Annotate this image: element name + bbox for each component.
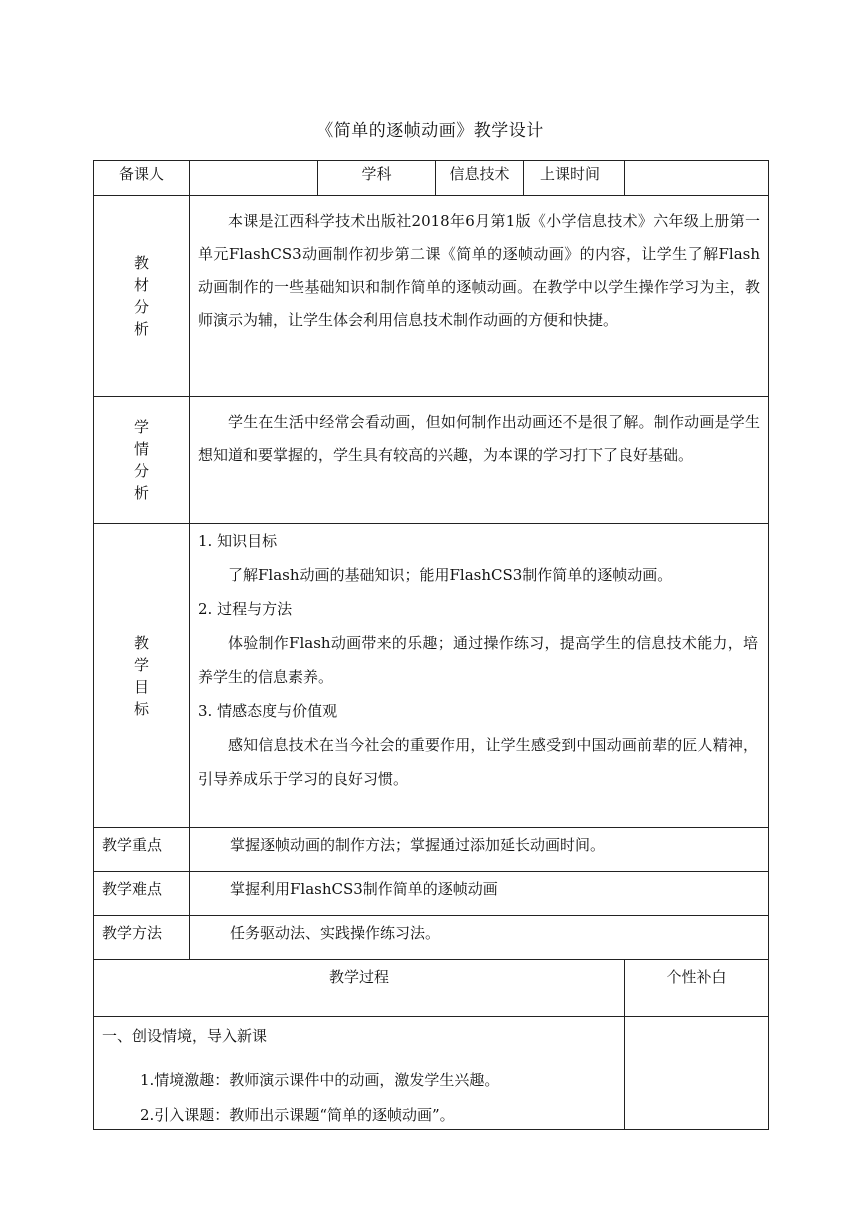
teaching-goals-list [190,524,768,796]
student-analysis-text: 学生在生活中经常会看动画，但如何制作出动画还不是很了解。制作动画是学生想知道和要掌握的，学生具有较高的兴趣，为本课的学习打下了良好基础。 [198,413,760,464]
subject-label-cell [318,161,436,196]
class-time-label: 上课时间 [540,165,601,183]
time-label-cell [524,161,625,196]
lesson-plan-table [93,160,769,1130]
material-analysis-label-cell [94,196,190,397]
process-label-cell [94,960,625,1017]
process-label: 教学过程 [328,968,389,986]
key-points-value: 掌握逐帧动画的制作方法；掌握通过添加延长动画时间。 [230,836,606,854]
difficulties-value-cell [190,872,769,916]
goal-attitude-text: 感知信息技术在当今社会的重要作用，让学生感受到中国动画前辈的匠人精神，引导养成乐于学习的良好习惯。 [198,736,758,788]
student-analysis-row [94,397,769,524]
difficulties-row [94,872,769,916]
material-analysis-text: 本课是江西科学技术出版社2018年6月第1版《小学信息技术》六年级上册第一单元FlashCS3动画制作初步第二课《简单的逐帧动画》的内容，让学生了解Flash动画制作的一些基础知识和制作简单的逐帧动画。在教学中以学生操作学习为主，教师演示为辅，让学生体会利用信息技术制作动画的方便和快捷。 [198,212,760,329]
material-analysis-row [94,196,769,397]
process-step-content [94,1017,624,1128]
difficulties-label-cell [94,872,190,916]
teaching-goals-label-cell [94,524,190,828]
key-points-label: 教学重点 [102,836,163,854]
methods-row [94,916,769,960]
methods-value-cell [190,916,769,960]
methods-label: 教学方法 [102,924,163,942]
process-item-1: 1.情境激趣：教师演示课件中的动画，激发学生兴趣。 [140,1071,500,1089]
class-time-value [625,161,768,163]
key-points-row [94,828,769,872]
teaching-goals-content-cell [190,524,769,828]
process-header-row [94,960,769,1017]
student-analysis-label: 学情分析 [133,418,149,502]
preparer-label-cell [94,161,190,196]
goal-process-heading: 2. 过程与方法 [198,600,293,618]
document-title: 《简单的逐帧动画》教学设计 [316,121,544,141]
goal-knowledge-text: 了解Flash动画的基础知识；能用FlashCS3制作简单的逐帧动画。 [228,566,673,584]
subject-value-cell [436,161,524,196]
process-step-row [94,1017,769,1130]
goal-knowledge-heading: 1. 知识目标 [198,532,278,550]
header-row [94,161,769,196]
time-value-cell [625,161,769,196]
key-points-label-cell [94,828,190,872]
section-intro-title: 一、创设情境，导入新课 [102,1027,268,1045]
goal-attitude-heading: 3. 情感态度与价值观 [198,702,338,720]
notes-label: 个性补白 [666,968,727,986]
material-analysis-label: 教材分析 [133,254,149,338]
notes-cell [625,1017,769,1130]
subject-value: 信息技术 [449,165,510,183]
process-step-cell [94,1017,625,1130]
notes-label-cell [625,960,769,1017]
student-analysis-content-cell [190,397,769,524]
teaching-goals-label: 教学目标 [133,633,149,718]
key-points-value-cell [190,828,769,872]
difficulties-label: 教学难点 [102,880,163,898]
preparer-value-cell [190,161,318,196]
student-analysis-label-cell [94,397,190,524]
teaching-goals-row [94,524,769,828]
methods-value: 任务驱动法、实践操作练习法。 [230,924,441,942]
subject-label: 学科 [361,165,392,183]
material-analysis-content-cell [190,196,769,397]
difficulties-value: 掌握利用FlashCS3制作简单的逐帧动画 [230,880,498,898]
goal-process-text: 体验制作Flash动画带来的乐趣；通过操作练习，提高学生的信息技术能力，培养学生的信息素养。 [198,634,758,686]
process-item-2: 2.引入课题：教师出示课题“简单的逐帧动画”。 [140,1106,455,1124]
preparer-label: 备课人 [118,165,164,183]
methods-label-cell [94,916,190,960]
preparer-value [190,161,317,163]
